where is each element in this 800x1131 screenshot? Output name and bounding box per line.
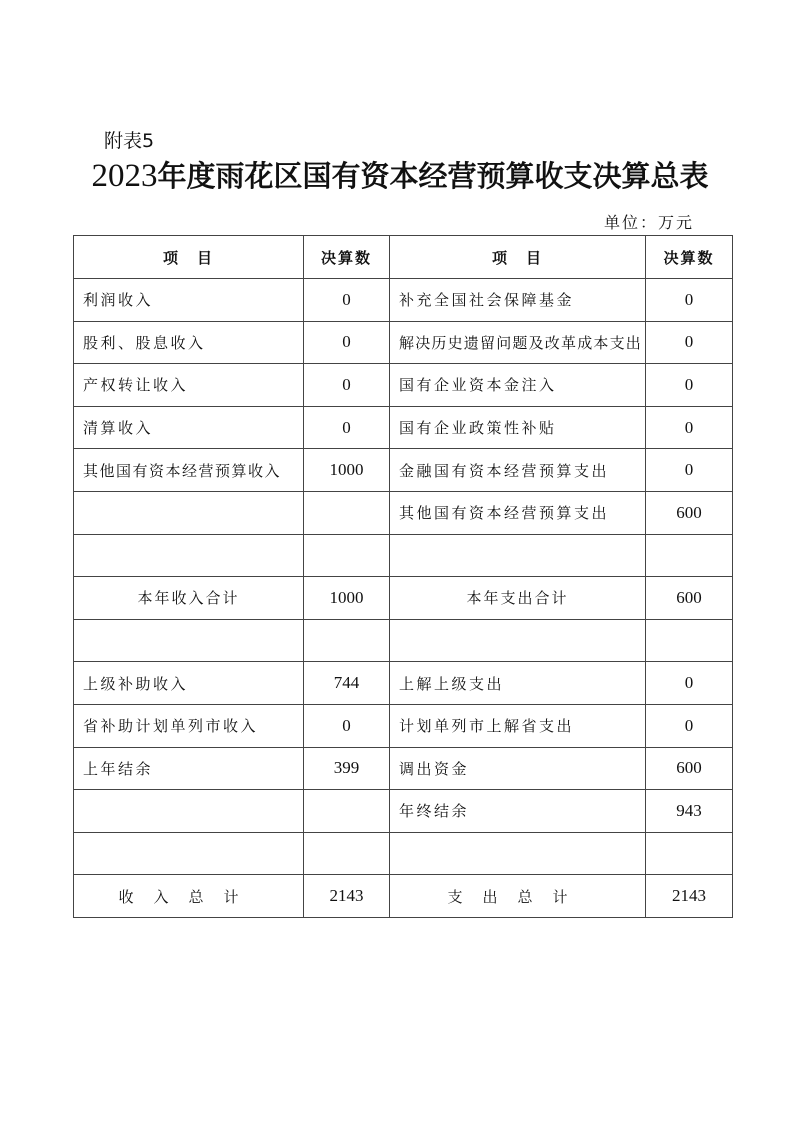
income-value: [304, 832, 390, 875]
expense-item: 其他国有资本经营预算支出: [390, 491, 646, 534]
expense-item: [390, 619, 646, 662]
table-row: [74, 321, 733, 364]
expense-item: 国有企业资本金注入: [390, 364, 646, 407]
table-row: [74, 406, 733, 449]
income-value: [304, 619, 390, 662]
table-row: [74, 364, 733, 407]
table-row: [74, 832, 733, 875]
expense-item: 补充全国社会保障基金: [390, 279, 646, 322]
income-item: 省补助计划单列市收入: [74, 704, 304, 747]
expense-item: 金融国有资本经营预算支出: [390, 449, 646, 492]
expense-item: 解决历史遗留问题及改革成本支出: [390, 321, 646, 364]
income-item: [74, 491, 304, 534]
income-item: [74, 619, 304, 662]
income-value: 399: [304, 747, 390, 790]
expense-item: [390, 534, 646, 577]
expense-value: 600: [646, 747, 733, 790]
expense-value: 600: [646, 491, 733, 534]
expense-value: 0: [646, 279, 733, 322]
expense-value: [646, 832, 733, 875]
income-item: 清算收入: [74, 406, 304, 449]
income-item: 股利、股息收入: [74, 321, 304, 364]
income-value: [304, 534, 390, 577]
income-item: [74, 832, 304, 875]
expense-value: [646, 534, 733, 577]
table-header-row: [74, 236, 733, 279]
expense-item: 上解上级支出: [390, 662, 646, 705]
income-value: 0: [304, 279, 390, 322]
income-total-label: 收入总计: [74, 875, 304, 918]
table-row: [74, 747, 733, 790]
income-total-value: 2143: [304, 875, 390, 918]
income-item: 其他国有资本经营预算收入: [74, 449, 304, 492]
header-expense-item: 项 目: [390, 236, 646, 279]
income-item: 利润收入: [74, 279, 304, 322]
table-row: [74, 279, 733, 322]
table-row: [74, 790, 733, 833]
table-row-subtotal: [74, 577, 733, 620]
annex-label: 附表5: [104, 130, 155, 152]
expense-value: 943: [646, 790, 733, 833]
income-value: 0: [304, 406, 390, 449]
income-item: [74, 534, 304, 577]
expense-value: [646, 619, 733, 662]
header-income-value: 决算数: [304, 236, 390, 279]
income-value: [304, 491, 390, 534]
expense-value: 0: [646, 364, 733, 407]
expense-item: 调出资金: [390, 747, 646, 790]
table-row: [74, 534, 733, 577]
expense-item: [390, 832, 646, 875]
income-subtotal-label: 本年收入合计: [74, 577, 304, 620]
header-expense-value: 决算数: [646, 236, 733, 279]
expense-total-label: 支出总计: [390, 875, 646, 918]
expense-value: 0: [646, 704, 733, 747]
income-value: 0: [304, 321, 390, 364]
expense-subtotal-value: 600: [646, 577, 733, 620]
expense-item: 计划单列市上解省支出: [390, 704, 646, 747]
table-row: [74, 449, 733, 492]
expense-value: 0: [646, 662, 733, 705]
income-item: 产权转让收入: [74, 364, 304, 407]
expense-item: 年终结余: [390, 790, 646, 833]
title-year: 2023: [91, 158, 158, 194]
table-row: [74, 662, 733, 705]
expense-item: 国有企业政策性补贴: [390, 406, 646, 449]
income-item: 上年结余: [74, 747, 304, 790]
header-income-item: 项 目: [74, 236, 304, 279]
page-title: [0, 154, 800, 195]
unit-label: 单位：万元: [604, 213, 695, 232]
income-item: 上级补助收入: [74, 662, 304, 705]
table-row: [74, 491, 733, 534]
title-text: 年度雨花区国有资本经营预算收支决算总表: [157, 159, 709, 193]
expense-value: 0: [646, 449, 733, 492]
income-subtotal-value: 1000: [304, 577, 390, 620]
income-value: 0: [304, 704, 390, 747]
income-value: 1000: [304, 449, 390, 492]
expense-value: 0: [646, 321, 733, 364]
table-row-total: [74, 875, 733, 918]
budget-summary-table: [73, 235, 733, 918]
table-row: [74, 619, 733, 662]
expense-subtotal-label: 本年支出合计: [390, 577, 646, 620]
expense-total-value: 2143: [646, 875, 733, 918]
expense-value: 0: [646, 406, 733, 449]
income-value: 744: [304, 662, 390, 705]
table-row: [74, 704, 733, 747]
income-item: [74, 790, 304, 833]
income-value: 0: [304, 364, 390, 407]
income-value: [304, 790, 390, 833]
